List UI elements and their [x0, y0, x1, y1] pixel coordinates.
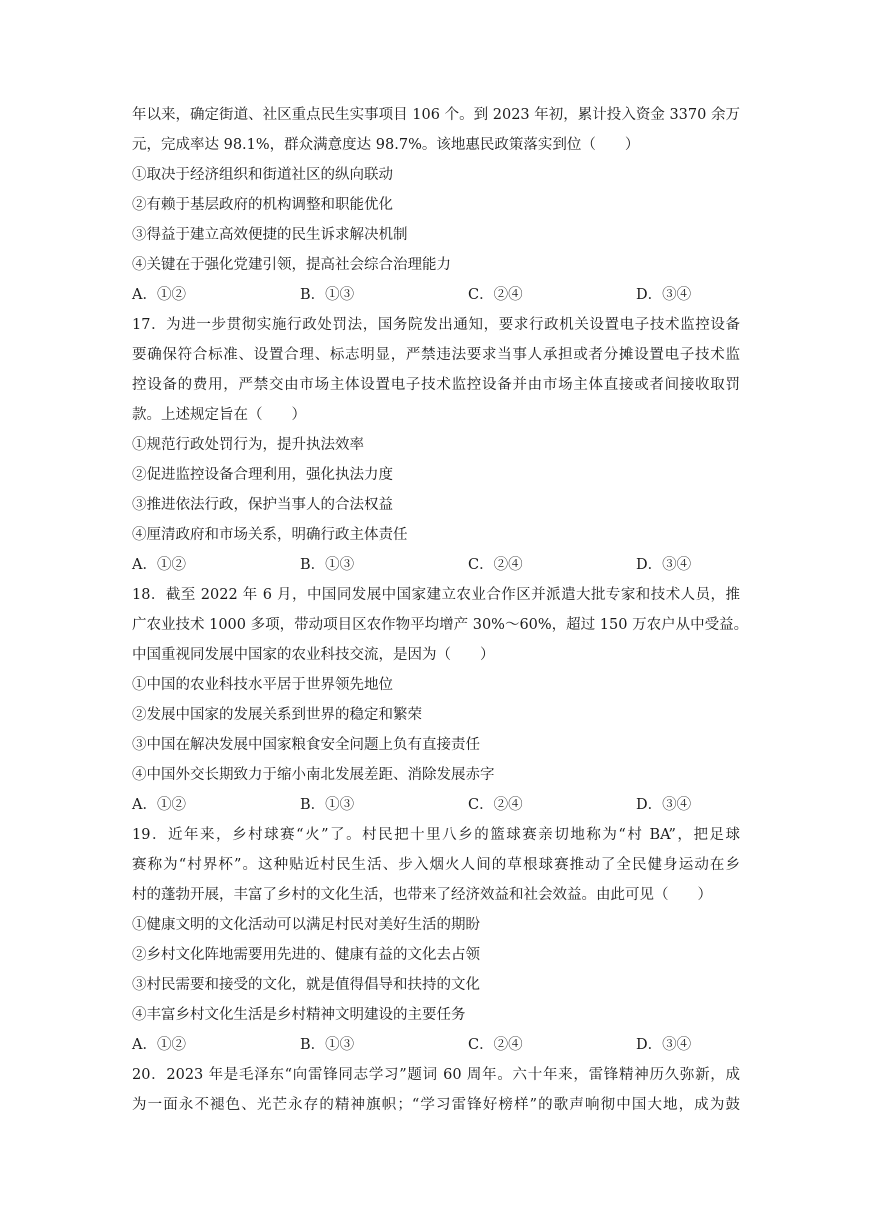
- q17-option-b: B．①③: [300, 557, 355, 573]
- q16-option-a: A．①②: [132, 287, 186, 303]
- q16-stem-line: 年以来，确定街道、社区重点民生实事项目 106 个。到 2023 年初，累计投入资金 3370 余万: [132, 107, 740, 123]
- q19-stem-line: 赛称为“村界杯”。这种贴近村民生活、步入烟火人间的草根球赛推动了全民健身运动在乡: [132, 857, 740, 873]
- q19-choice-4: ④丰富乡村文化生活是乡村精神文明建设的主要任务: [132, 1007, 466, 1023]
- q18-choice-1: ①中国的农业科技水平居于世界领先地位: [132, 677, 393, 693]
- q18-option-a: A．①②: [132, 797, 186, 813]
- q16-choice-1: ①取决于经济组织和街道社区的纵向联动: [132, 167, 393, 183]
- q16-option-c: C．②④: [468, 287, 523, 303]
- q19-options: [132, 1030, 740, 1060]
- q18-options: [132, 790, 740, 820]
- q19-option-a: A．①②: [132, 1037, 186, 1053]
- q18-stem-line: 18．截至 2022 年 6 月，中国同发展中国家建立农业合作区并派遣大批专家和技术人员，推: [132, 587, 740, 603]
- q17-option-a: A．①②: [132, 557, 186, 573]
- q19-option-c: C．②④: [468, 1037, 523, 1053]
- q16-choice-2: ②有赖于基层政府的机构调整和职能优化: [132, 197, 393, 213]
- q17-options: [132, 550, 740, 580]
- q19-option-d: D．③④: [636, 1037, 692, 1053]
- q17-stem-line: 款。上述规定旨在（ ）: [132, 407, 306, 423]
- q20-stem-line: 20．2023 年是毛泽东“向雷锋同志学习”题词 60 周年。六十年来，雷锋精神历久弥新，成: [132, 1067, 740, 1083]
- q16-choice-3: ③得益于建立高效便捷的民生诉求解决机制: [132, 227, 408, 243]
- q16-stem-line: 元，完成率达 98.1%，群众满意度达 98.7%。该地惠民政策落实到位（ ）: [132, 137, 640, 153]
- q17-stem-line: 控设备的费用，严禁交由市场主体设置电子技术监控设备并由市场主体直接或者间接收取罚: [132, 377, 740, 393]
- q19-choice-3: ③村民需要和接受的文化，就是值得倡导和扶持的文化: [132, 977, 480, 993]
- q18-stem-line: 中国重视同发展中国家的农业科技交流，是因为（ ）: [132, 647, 495, 663]
- q19-choice-2: ②乡村文化阵地需要用先进的、健康有益的文化去占领: [132, 947, 480, 963]
- q17-option-d: D．③④: [636, 557, 692, 573]
- q16-option-b: B．①③: [300, 287, 355, 303]
- q16-option-d: D．③④: [636, 287, 692, 303]
- q18-option-b: B．①③: [300, 797, 355, 813]
- q19-stem-line: 村的蓬勃开展，丰富了乡村的文化生活，也带来了经济效益和社会效益。由此可见（ ）: [132, 887, 712, 903]
- q17-stem-line: 17．为进一步贯彻实施行政处罚法，国务院发出通知，要求行政机关设置电子技术监控设备: [132, 317, 740, 333]
- q18-choice-2: ②发展中国家的发展关系到世界的稳定和繁荣: [132, 707, 422, 723]
- q20-stem-line: 为一面永不褪色、光芒永存的精神旗帜；“学习雷锋好榜样”的歌声响彻中国大地，成为鼓: [132, 1097, 740, 1113]
- q18-stem-line: 广农业技术 1000 多项，带动项目区农作物平均增产 30%～60%，超过 150 万农户从中受益。: [132, 617, 749, 633]
- q17-choice-2: ②促进监控设备合理利用，强化执法力度: [132, 467, 393, 483]
- q17-option-c: C．②④: [468, 557, 523, 573]
- q18-choice-4: ④中国外交长期致力于缩小南北发展差距、消除发展赤字: [132, 767, 495, 783]
- q16-choice-4: ④关键在于强化党建引领，提高社会综合治理能力: [132, 257, 451, 273]
- q19-option-b: B．①③: [300, 1037, 355, 1053]
- q18-option-c: C．②④: [468, 797, 523, 813]
- q19-stem-line: 19．近年来，乡村球赛“火”了。村民把十里八乡的篮球赛亲切地称为“村 BA”，把足球: [132, 827, 740, 843]
- q16-options: [132, 280, 740, 310]
- q18-option-d: D．③④: [636, 797, 692, 813]
- q17-choice-3: ③推进依法行政，保护当事人的合法权益: [132, 497, 393, 513]
- q17-stem-line: 要确保符合标准、设置合理、标志明显，严禁违法要求当事人承担或者分摊设置电子技术监: [132, 347, 740, 363]
- q17-choice-1: ①规范行政处罚行为，提升执法效率: [132, 437, 364, 453]
- q17-choice-4: ④厘清政府和市场关系，明确行政主体责任: [132, 527, 408, 543]
- question-content: [132, 100, 749, 1120]
- q18-choice-3: ③中国在解决发展中国家粮食安全问题上负有直接责任: [132, 737, 480, 753]
- q19-choice-1: ①健康文明的文化活动可以满足村民对美好生活的期盼: [132, 917, 480, 933]
